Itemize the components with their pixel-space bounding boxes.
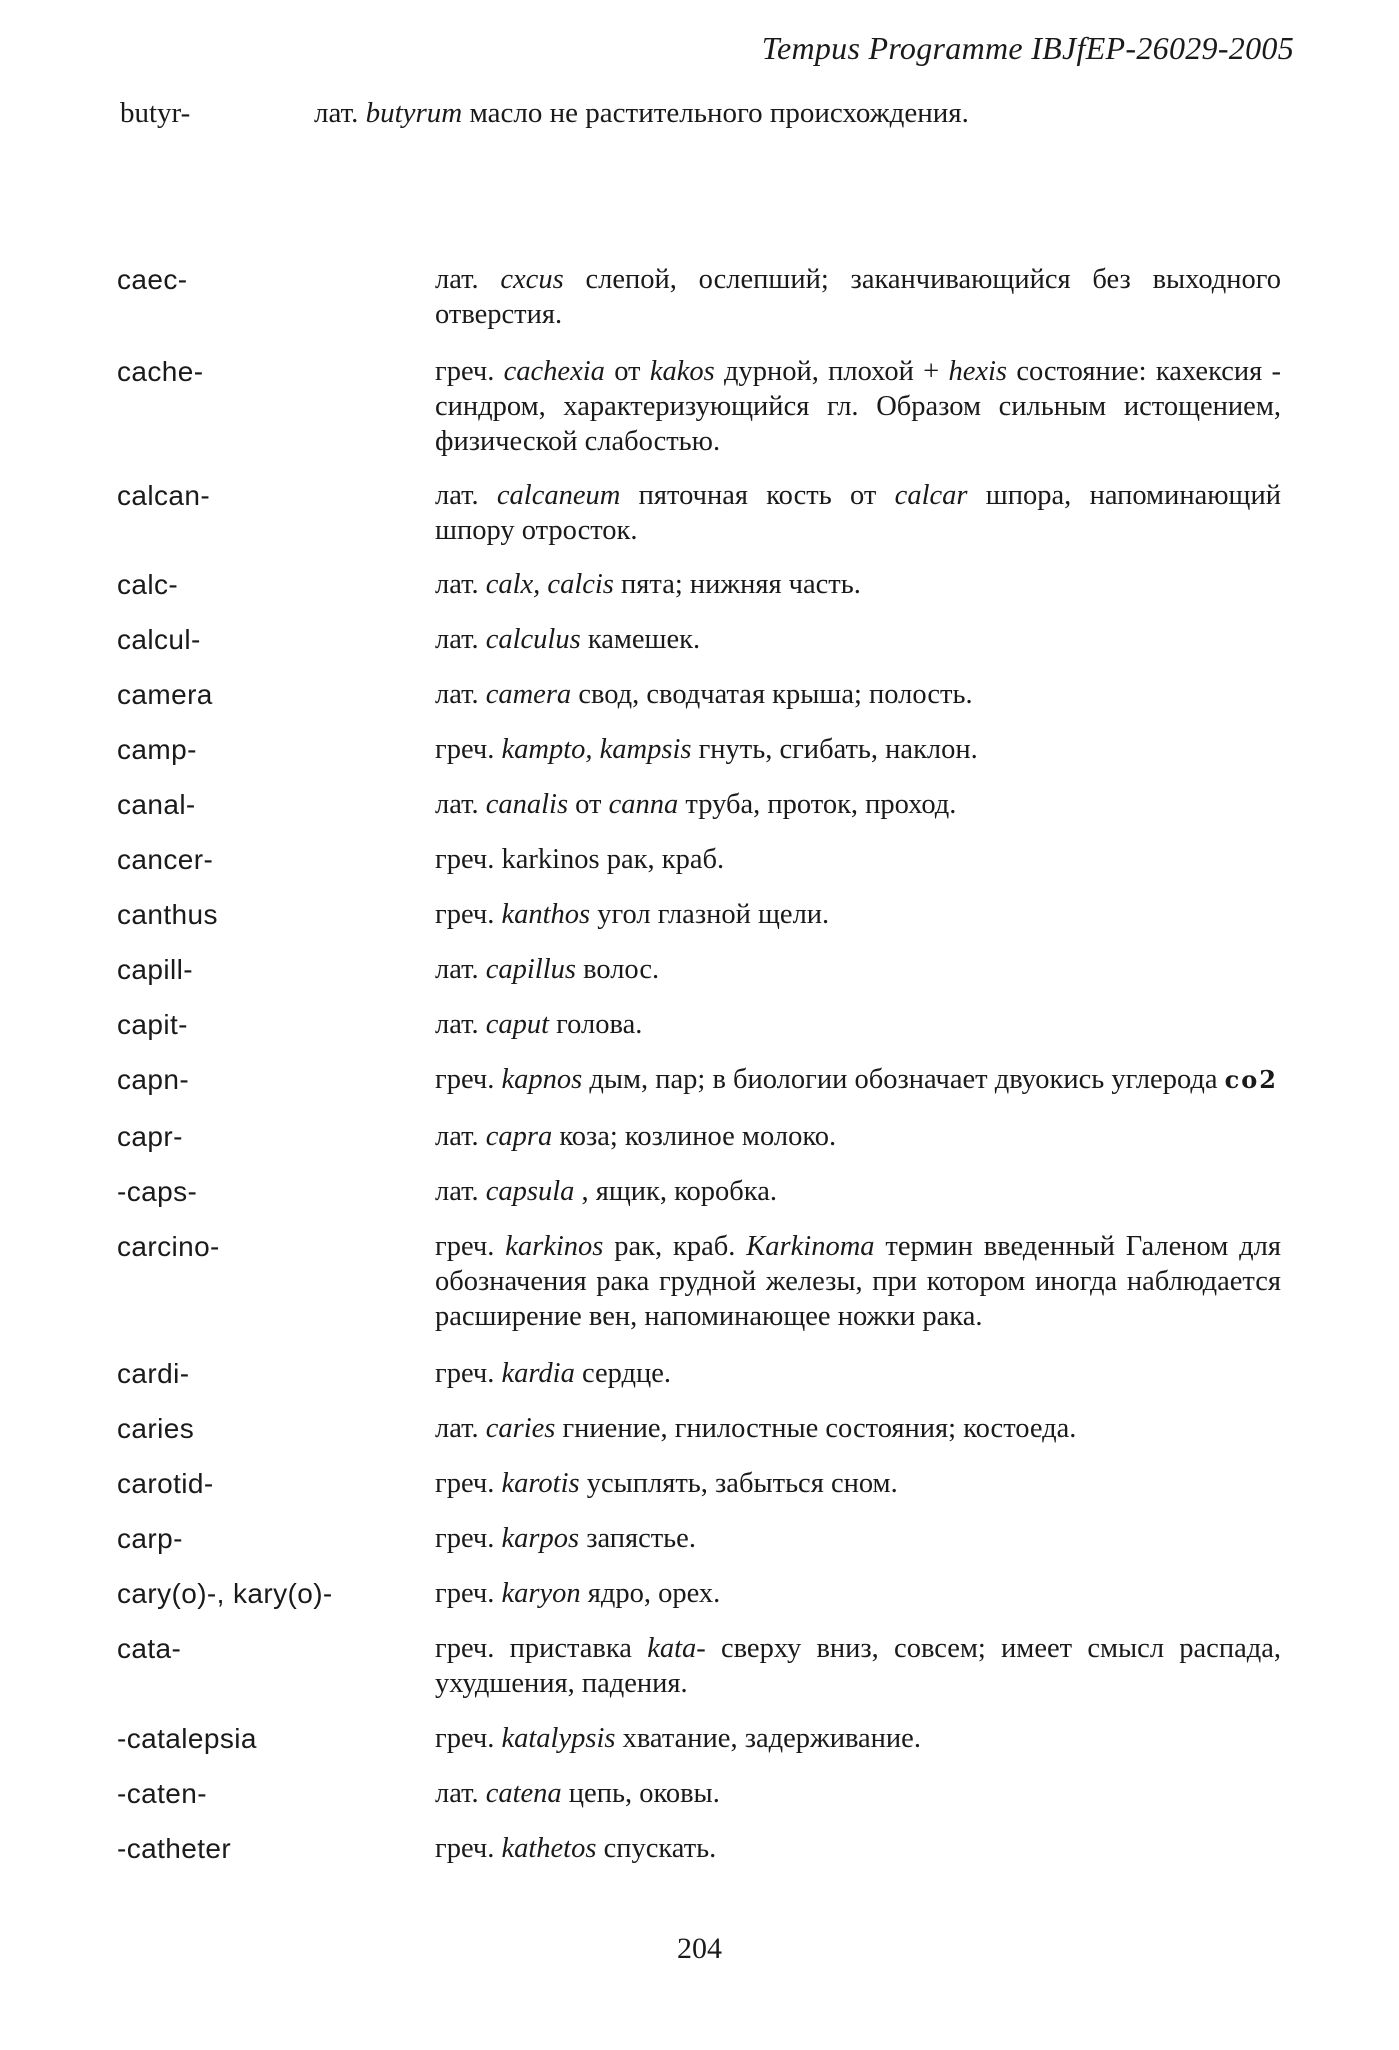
entry-definition: греч. karpos запястье. [435, 1523, 696, 1554]
entry-term: -caten- [117, 1778, 207, 1809]
entry-term: cancer- [117, 844, 214, 875]
glossary-entry [117, 1007, 1281, 1042]
glossary-entry [117, 1721, 1281, 1756]
entry-definition: лат. butyrum масло не растительного происхождения. [314, 97, 969, 129]
glossary-entry [117, 677, 1281, 712]
entry-definition: лат. cxcus слепой, ослепший; заканчивающийся без выходного отверстия. [435, 264, 1281, 330]
entry-definition: греч. kampto, kampsis гнуть, сгибать, наклон. [435, 734, 978, 765]
glossary-entry [117, 354, 1281, 459]
running-header: Tempus Programme IBJfEP-26029-2005 [761, 30, 1294, 66]
entry-term: carcino- [117, 1231, 220, 1262]
glossary-entry [117, 1631, 1281, 1701]
entry-term: camp- [117, 734, 197, 765]
entry-definition: греч. karotis усыплять, забыться сном. [435, 1468, 898, 1499]
entry-definition: лат. calx, calcis пята; нижняя часть. [435, 569, 861, 600]
entry-definition: лат. capra коза; козлиное молоко. [435, 1121, 837, 1152]
glossary-entry [117, 1411, 1281, 1446]
glossary-entry [117, 897, 1281, 932]
entry-term: carotid- [117, 1468, 214, 1499]
entry-term: cache- [117, 356, 204, 387]
entry-term: cary(o)-, kary(o)- [117, 1578, 333, 1609]
entry-term: camera [117, 679, 213, 710]
entry-term: cata- [117, 1633, 182, 1664]
glossary-entry [117, 732, 1281, 767]
entry-definition: лат. caries гниение, гнилостные состояния; костоеда. [435, 1413, 1077, 1444]
glossary-entries [117, 262, 1281, 1866]
glossary-entry [117, 1174, 1281, 1209]
entry-definition: лат. calcaneum пяточная кость от calcar шпора, напоминающий шпору отросток. [435, 480, 1281, 546]
entry-term: cardi- [117, 1358, 190, 1389]
entry-term: capn- [117, 1064, 190, 1095]
entry-term: canal- [117, 789, 196, 820]
entry-definition: греч. karkinos рак, краб. Karkinoma термин введенный Галеном для обозначения рака грудной железы, при котором иногда наблюдается расширение вен, напоминающее ножки рака. [435, 1231, 1281, 1332]
entry-term: -catalepsia [117, 1723, 257, 1754]
entry-term: capill- [117, 954, 193, 985]
entry-definition: греч. karyon ядро, орех. [435, 1578, 721, 1609]
entry-definition: греч. karkinos рак, краб. [435, 844, 725, 875]
entry-term: calcan- [117, 480, 211, 511]
glossary-entry [117, 787, 1281, 822]
entry-term: butyr- [120, 97, 191, 129]
entry-definition: греч. kathetos спускать. [435, 1833, 717, 1864]
entry-term: caec- [117, 264, 188, 295]
glossary-entry [117, 1521, 1281, 1556]
entry-term: carp- [117, 1523, 183, 1554]
glossary-entry [117, 567, 1281, 602]
entry-definition: лат. capillus волос. [435, 954, 660, 985]
glossary-entry [117, 262, 1281, 332]
glossary-entry [117, 622, 1281, 657]
entry-term: calcul- [117, 624, 201, 655]
entry-definition: греч. kanthos угол глазной щели. [435, 899, 830, 930]
entry-definition: лат. calculus камешек. [435, 624, 701, 655]
glossary-entry [117, 1356, 1281, 1391]
entry-definition: лат. capsula , ящик, коробка. [435, 1176, 777, 1207]
glossary-entry [117, 1062, 1281, 1097]
glossary-entry [117, 478, 1281, 548]
entry-definition: греч. kardia сердце. [435, 1358, 672, 1389]
glossary-entry [117, 1576, 1281, 1611]
glossary-entry [117, 952, 1281, 987]
entry-term: -caps- [117, 1176, 198, 1207]
entry-definition: греч. приставка kata- сверху вниз, совсем; имеет смысл распада, ухудшения, падения. [435, 1633, 1281, 1699]
entry-term: caries [117, 1413, 195, 1444]
entry-definition: греч. cachexia от kakos дурной, плохой + hexis состояние: кахексия - синдром, характеризующийся гл. Образом сильным истощением, физической слабостью. [435, 356, 1281, 457]
entry-term: canthus [117, 899, 218, 930]
entry-definition: греч. kapnos дым, пар; в биологии обозначает двуокись углерода со2 [435, 1064, 1278, 1095]
glossary-entry [117, 1229, 1281, 1334]
entry-definition: лат. catena цепь, оковы. [435, 1778, 720, 1809]
entry-term: -catheter [117, 1833, 232, 1864]
glossary-entry [117, 842, 1281, 877]
glossary-entry [117, 1776, 1281, 1811]
glossary-entry [117, 1466, 1281, 1501]
glossary-entry [117, 1119, 1281, 1154]
entry-definition: лат. caput голова. [435, 1009, 643, 1040]
entry-definition: лат. camera свод, сводчатая крыша; полость. [435, 679, 973, 710]
entry-term: capr- [117, 1121, 183, 1152]
entry-definition: лат. canalis от canna труба, проток, проход. [435, 789, 957, 820]
entry-definition: греч. katalypsis хватание, задерживание. [435, 1723, 921, 1754]
page-number: 204 [677, 1932, 722, 1965]
glossary-entry [117, 1831, 1281, 1866]
entry-term: calc- [117, 569, 179, 600]
entry-term: capit- [117, 1009, 188, 1040]
